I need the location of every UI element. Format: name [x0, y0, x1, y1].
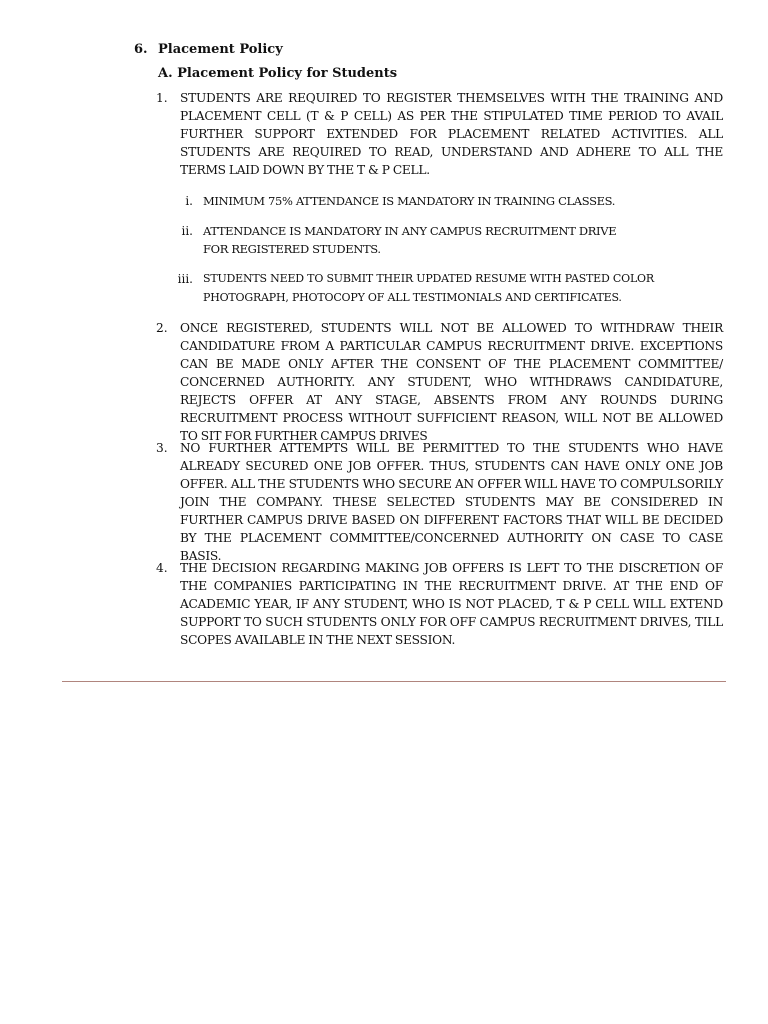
section-title: Placement Policy: [158, 42, 283, 57]
section-heading: [134, 42, 283, 57]
policy-item-text: THE DECISION REGARDING MAKING JOB OFFERS IS LEFT TO THE DISCRETION OF THE COMPANIES PARTICIPATING IN THE RECRUITMENT DRIVE. AT THE END OF ACADEMIC YEAR, IF ANY STUDENT, WHO IS NOT PLACED, T & P CELL WILL EXTEND SUPPORT TO SUCH STUDENTS ONLY FOR OFF CAMPUS RECRUITMENT DRIVES, TILL SCOPES AVAILABLE IN THE NEXT SESSION.: [180, 561, 723, 647]
subsection-title: A. Placement Policy for Students: [158, 66, 398, 81]
policy-item-text: NO FURTHER ATTEMPTS WILL BE PERMITTED TO THE STUDENTS WHO HAVE ALREADY SECURED ONE JOB OFFER. THUS, STUDENTS CAN HAVE ONLY ONE JOB OFFER. ALL THE STUDENTS WHO SECURE AN OFFER WILL HAVE TO COMPULSORILY JOIN THE COMPANY. THESE SELECTED STUDENTS MAY BE CONSIDERED IN FURTHER CAMPUS DRIVE BASED ON DIFFERENT FACTORS THAT WILL BE DECIDED BY THE PLACEMENT COMMITTEE/CONCERNED AUTHORITY ON CASE TO CASE BASIS.: [180, 441, 723, 563]
item-number: 2.: [156, 321, 168, 335]
sub-item-line: MINIMUM 75% ATTENDANCE IS MANDATORY IN TRAINING CLASSES.: [203, 194, 616, 208]
sub-item-number: i.: [185, 194, 193, 208]
sub-item-line: FOR REGISTERED STUDENTS.: [203, 242, 381, 256]
item-number: 3.: [156, 441, 168, 455]
footer-divider: [62, 681, 726, 682]
section-number: 6.: [134, 42, 148, 57]
item-number: 4.: [156, 561, 168, 575]
sub-item-line: STUDENTS NEED TO SUBMIT THEIR UPDATED RESUME WITH PASTED COLOR: [203, 272, 654, 285]
sub-item-number: iii.: [177, 272, 193, 286]
sub-item-line: PHOTOGRAPH, PHOTOCOPY OF ALL TESTIMONIALS AND CERTIFICATES.: [203, 291, 622, 304]
policy-item-text: ONCE REGISTERED, STUDENTS WILL NOT BE ALLOWED TO WITHDRAW THEIR CANDIDATURE FROM A PARTICULAR CAMPUS RECRUITMENT DRIVE. EXCEPTIONS CAN BE MADE ONLY AFTER THE CONSENT OF THE PLACEMENT COMMITTEE/ CONCERNED AUTHORITY. ANY STUDENT, WHO WITHDRAWS CANDIDATURE, REJECTS OFFER AT ANY STAGE, ABSENTS FROM ANY ROUNDS DURING RECRUITMENT PROCESS WITHOUT SUFFICIENT REASON, WILL NOT BE ALLOWED TO SIT FOR FURTHER CAMPUS DRIVES: [180, 321, 723, 443]
policy-item-text: STUDENTS ARE REQUIRED TO REGISTER THEMSELVES WITH THE TRAINING AND PLACEMENT CELL (T & P CELL) AS PER THE STIPULATED TIME PERIOD TO AVAIL FURTHER SUPPORT EXTENDED FOR PLACEMENT RELATED ACTIVITIES. ALL STUDENTS ARE REQUIRED TO READ, UNDERSTAND AND ADHERE TO ALL THE TERMS LAID DOWN BY THE T & P CELL.: [180, 91, 723, 177]
sub-item-line: ATTENDANCE IS MANDATORY IN ANY CAMPUS RECRUITMENT DRIVE: [203, 224, 617, 238]
sub-item-number: ii.: [181, 224, 193, 238]
item-number: 1.: [156, 91, 168, 105]
